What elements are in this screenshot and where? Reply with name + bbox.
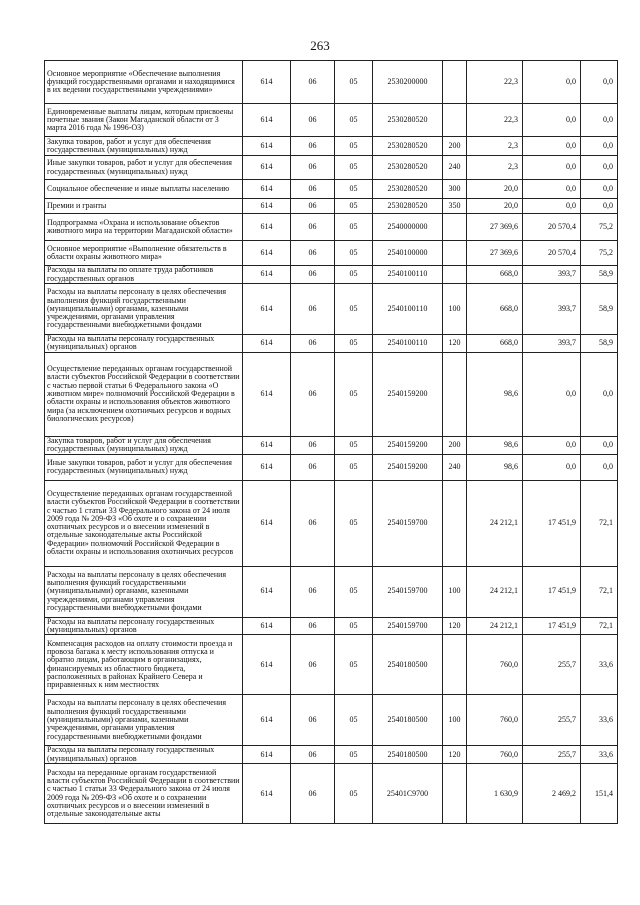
razdel-cell: 06 — [291, 335, 335, 353]
vr-cell: 240 — [443, 156, 467, 180]
vr-cell — [443, 214, 467, 241]
vedomstvo-cell: 614 — [243, 61, 291, 104]
podrazdel-cell: 05 — [335, 266, 373, 284]
csr-cell: 2540100110 — [373, 284, 443, 335]
percent-cell: 72,1 — [581, 617, 618, 635]
planned-sum-cell: 760,0 — [467, 746, 523, 764]
actual-sum-cell: 255,7 — [523, 695, 581, 746]
table-row — [45, 137, 618, 156]
percent-cell: 0,0 — [581, 180, 618, 199]
row-name: Основное мероприятие «Обеспечение выполнения функций государственными органами и находящимися в их ведении государственными учреждениями» — [45, 61, 243, 104]
podrazdel-cell: 05 — [335, 695, 373, 746]
csr-cell: 2530280520 — [373, 104, 443, 137]
table-row — [45, 284, 618, 335]
planned-sum-cell: 20,0 — [467, 180, 523, 199]
csr-cell: 2540159700 — [373, 566, 443, 617]
table-row — [45, 61, 618, 104]
vedomstvo-cell: 614 — [243, 214, 291, 241]
vr-cell — [443, 104, 467, 137]
row-name: Подпрограмма «Охрана и использование объектов животного мира на территории Магаданской области» — [45, 214, 243, 241]
planned-sum-cell: 27 369,6 — [467, 214, 523, 241]
planned-sum-cell: 668,0 — [467, 284, 523, 335]
vedomstvo-cell: 614 — [243, 695, 291, 746]
razdel-cell: 06 — [291, 284, 335, 335]
actual-sum-cell: 2 469,2 — [523, 764, 581, 824]
row-name: Расходы на выплаты персоналу государственных (муниципальных) органов — [45, 335, 243, 353]
vedomstvo-cell: 614 — [243, 104, 291, 137]
budget-table — [44, 60, 618, 824]
razdel-cell: 06 — [291, 436, 335, 454]
vr-cell: 300 — [443, 180, 467, 199]
percent-cell: 0,0 — [581, 436, 618, 454]
table-row — [45, 746, 618, 764]
planned-sum-cell: 2,3 — [467, 137, 523, 156]
vedomstvo-cell: 614 — [243, 241, 291, 266]
vedomstvo-cell: 614 — [243, 480, 291, 566]
percent-cell: 75,2 — [581, 241, 618, 266]
percent-cell: 58,9 — [581, 335, 618, 353]
podrazdel-cell: 05 — [335, 156, 373, 180]
actual-sum-cell: 17 451,9 — [523, 566, 581, 617]
csr-cell: 2540159700 — [373, 617, 443, 635]
razdel-cell: 06 — [291, 352, 335, 436]
vr-cell: 200 — [443, 137, 467, 156]
csr-cell: 2530280520 — [373, 156, 443, 180]
actual-sum-cell: 0,0 — [523, 156, 581, 180]
actual-sum-cell: 17 451,9 — [523, 617, 581, 635]
vedomstvo-cell: 614 — [243, 266, 291, 284]
percent-cell: 0,0 — [581, 156, 618, 180]
planned-sum-cell: 24 212,1 — [467, 480, 523, 566]
razdel-cell: 06 — [291, 695, 335, 746]
actual-sum-cell: 0,0 — [523, 454, 581, 480]
planned-sum-cell: 24 212,1 — [467, 617, 523, 635]
actual-sum-cell: 393,7 — [523, 266, 581, 284]
csr-cell: 2540180500 — [373, 695, 443, 746]
podrazdel-cell: 05 — [335, 284, 373, 335]
planned-sum-cell: 22,3 — [467, 61, 523, 104]
csr-cell: 2530280520 — [373, 180, 443, 199]
vr-cell: 120 — [443, 746, 467, 764]
csr-cell: 2540000000 — [373, 214, 443, 241]
table-row — [45, 104, 618, 137]
actual-sum-cell: 17 451,9 — [523, 480, 581, 566]
table-row — [45, 454, 618, 480]
podrazdel-cell: 05 — [335, 241, 373, 266]
vr-cell: 350 — [443, 199, 467, 214]
csr-cell: 2540180500 — [373, 746, 443, 764]
vedomstvo-cell: 614 — [243, 436, 291, 454]
percent-cell: 33,6 — [581, 635, 618, 695]
csr-cell: 2540159200 — [373, 352, 443, 436]
razdel-cell: 06 — [291, 764, 335, 824]
actual-sum-cell: 255,7 — [523, 746, 581, 764]
vr-cell — [443, 764, 467, 824]
vedomstvo-cell: 614 — [243, 352, 291, 436]
podrazdel-cell: 05 — [335, 104, 373, 137]
table-row — [45, 180, 618, 199]
actual-sum-cell: 0,0 — [523, 436, 581, 454]
planned-sum-cell: 668,0 — [467, 266, 523, 284]
actual-sum-cell: 393,7 — [523, 284, 581, 335]
actual-sum-cell: 0,0 — [523, 199, 581, 214]
percent-cell: 58,9 — [581, 284, 618, 335]
csr-cell: 2540100110 — [373, 335, 443, 353]
csr-cell: 2540100110 — [373, 266, 443, 284]
csr-cell: 2530280520 — [373, 137, 443, 156]
vr-cell: 100 — [443, 695, 467, 746]
row-name: Расходы на выплаты персоналу в целях обеспечения выполнения функций государственными (муниципальными) органами, казенными учреждениями, органами управления государственными внебюджетными фондами — [45, 284, 243, 335]
vedomstvo-cell: 614 — [243, 335, 291, 353]
csr-cell: 2530200000 — [373, 61, 443, 104]
vedomstvo-cell: 614 — [243, 137, 291, 156]
vedomstvo-cell: 614 — [243, 180, 291, 199]
row-name: Расходы на выплаты персоналу государственных (муниципальных) органов — [45, 617, 243, 635]
planned-sum-cell: 2,3 — [467, 156, 523, 180]
vedomstvo-cell: 614 — [243, 764, 291, 824]
planned-sum-cell: 760,0 — [467, 635, 523, 695]
razdel-cell: 06 — [291, 566, 335, 617]
row-name: Закупка товаров, работ и услуг для обеспечения государственных (муниципальных) нужд — [45, 436, 243, 454]
actual-sum-cell: 20 570,4 — [523, 241, 581, 266]
podrazdel-cell: 05 — [335, 214, 373, 241]
table-row — [45, 352, 618, 436]
vr-cell: 200 — [443, 436, 467, 454]
row-name: Расходы на переданные органам государственной власти субъектов Российской Федерации в соответствии с частью 1 статьи 33 Федерального закона от 24 июля 2009 года № 209-ФЗ «Об охоте и о сохранении охотничьих ресурсов и о внесении изменений в отдельные законодательные акты — [45, 764, 243, 824]
row-name: Расходы на выплаты персоналу в целях обеспечения выполнения функций государственными (муниципальными) органами, казенными учреждениями, органами управления государственными внебюджетными фондами — [45, 566, 243, 617]
percent-cell: 58,9 — [581, 266, 618, 284]
vedomstvo-cell: 614 — [243, 617, 291, 635]
vr-cell — [443, 352, 467, 436]
percent-cell: 0,0 — [581, 454, 618, 480]
razdel-cell: 06 — [291, 214, 335, 241]
row-name: Расходы на выплаты персоналу в целях обеспечения выполнения функций государственными (муниципальными) органами, казенными учреждениями, органами управления государственными внебюджетными фондами — [45, 695, 243, 746]
table-row — [45, 617, 618, 635]
planned-sum-cell: 98,6 — [467, 454, 523, 480]
vr-cell — [443, 266, 467, 284]
razdel-cell: 06 — [291, 746, 335, 764]
percent-cell: 33,6 — [581, 746, 618, 764]
table-row — [45, 266, 618, 284]
row-name: Единовременные выплаты лицам, которым присвоены почетные звания (Закон Магаданской области от 3 марта 2016 года № 1996-ОЗ) — [45, 104, 243, 137]
csr-cell: 2540159200 — [373, 454, 443, 480]
podrazdel-cell: 05 — [335, 480, 373, 566]
vr-cell — [443, 241, 467, 266]
podrazdel-cell: 05 — [335, 436, 373, 454]
planned-sum-cell: 98,6 — [467, 436, 523, 454]
percent-cell: 72,1 — [581, 480, 618, 566]
planned-sum-cell: 98,6 — [467, 352, 523, 436]
table-row — [45, 695, 618, 746]
row-name: Осуществление переданных органам государственной власти субъектов Российской Федерации в соответствии с частью первой статьи 6 Федерального закона «О животном мире» полномочий Российской Федерации в области охраны и использования объектов животного мира (за исключением охотничьих ресурсов и водных биологических ресурсов) — [45, 352, 243, 436]
podrazdel-cell: 05 — [335, 635, 373, 695]
planned-sum-cell: 20,0 — [467, 199, 523, 214]
percent-cell: 0,0 — [581, 61, 618, 104]
vr-cell — [443, 635, 467, 695]
table-row — [45, 764, 618, 824]
percent-cell: 72,1 — [581, 566, 618, 617]
csr-cell: 2540180500 — [373, 635, 443, 695]
razdel-cell: 06 — [291, 480, 335, 566]
percent-cell: 0,0 — [581, 104, 618, 137]
vr-cell: 120 — [443, 335, 467, 353]
row-name: Иные закупки товаров, работ и услуг для обеспечения государственных (муниципальных) нужд — [45, 156, 243, 180]
razdel-cell: 06 — [291, 454, 335, 480]
actual-sum-cell: 0,0 — [523, 137, 581, 156]
row-name: Расходы на выплаты персоналу государственных (муниципальных) органов — [45, 746, 243, 764]
razdel-cell: 06 — [291, 199, 335, 214]
table-row — [45, 241, 618, 266]
table-row — [45, 214, 618, 241]
razdel-cell: 06 — [291, 104, 335, 137]
planned-sum-cell: 760,0 — [467, 695, 523, 746]
podrazdel-cell: 05 — [335, 746, 373, 764]
row-name: Премии и гранты — [45, 199, 243, 214]
table-row — [45, 635, 618, 695]
podrazdel-cell: 05 — [335, 335, 373, 353]
table-row — [45, 335, 618, 353]
table-row — [45, 199, 618, 214]
row-name: Основное мероприятие «Выполнение обязательств в области охраны животного мира» — [45, 241, 243, 266]
page-number: 263 — [310, 38, 330, 53]
vr-cell — [443, 61, 467, 104]
actual-sum-cell: 0,0 — [523, 180, 581, 199]
planned-sum-cell: 24 212,1 — [467, 566, 523, 617]
podrazdel-cell: 05 — [335, 617, 373, 635]
planned-sum-cell: 27 369,6 — [467, 241, 523, 266]
actual-sum-cell: 20 570,4 — [523, 214, 581, 241]
razdel-cell: 06 — [291, 156, 335, 180]
row-name: Закупка товаров, работ и услуг для обеспечения государственных (муниципальных) нужд — [45, 137, 243, 156]
razdel-cell: 06 — [291, 617, 335, 635]
percent-cell: 0,0 — [581, 199, 618, 214]
vedomstvo-cell: 614 — [243, 156, 291, 180]
vedomstvo-cell: 614 — [243, 635, 291, 695]
percent-cell: 0,0 — [581, 352, 618, 436]
csr-cell: 2530280520 — [373, 199, 443, 214]
vedomstvo-cell: 614 — [243, 284, 291, 335]
table-row — [45, 436, 618, 454]
vr-cell: 100 — [443, 566, 467, 617]
razdel-cell: 06 — [291, 266, 335, 284]
actual-sum-cell: 255,7 — [523, 635, 581, 695]
razdel-cell: 06 — [291, 61, 335, 104]
vedomstvo-cell: 614 — [243, 454, 291, 480]
row-name: Социальное обеспечение и иные выплаты населению — [45, 180, 243, 199]
percent-cell: 0,0 — [581, 137, 618, 156]
podrazdel-cell: 05 — [335, 137, 373, 156]
planned-sum-cell: 668,0 — [467, 335, 523, 353]
vedomstvo-cell: 614 — [243, 199, 291, 214]
actual-sum-cell: 0,0 — [523, 61, 581, 104]
podrazdel-cell: 05 — [335, 352, 373, 436]
razdel-cell: 06 — [291, 180, 335, 199]
podrazdel-cell: 05 — [335, 566, 373, 617]
actual-sum-cell: 0,0 — [523, 104, 581, 137]
podrazdel-cell: 05 — [335, 764, 373, 824]
row-name: Иные закупки товаров, работ и услуг для обеспечения государственных (муниципальных) нужд — [45, 454, 243, 480]
csr-cell: 2540100000 — [373, 241, 443, 266]
podrazdel-cell: 05 — [335, 454, 373, 480]
csr-cell: 25401С9700 — [373, 764, 443, 824]
planned-sum-cell: 1 630,9 — [467, 764, 523, 824]
csr-cell: 2540159200 — [373, 436, 443, 454]
table-row — [45, 566, 618, 617]
planned-sum-cell: 22,3 — [467, 104, 523, 137]
razdel-cell: 06 — [291, 137, 335, 156]
percent-cell: 151,4 — [581, 764, 618, 824]
razdel-cell: 06 — [291, 635, 335, 695]
row-name: Расходы на выплаты по оплате труда работников государственных органов — [45, 266, 243, 284]
vedomstvo-cell: 614 — [243, 746, 291, 764]
razdel-cell: 06 — [291, 241, 335, 266]
podrazdel-cell: 05 — [335, 61, 373, 104]
actual-sum-cell: 393,7 — [523, 335, 581, 353]
percent-cell: 75,2 — [581, 214, 618, 241]
vedomstvo-cell: 614 — [243, 566, 291, 617]
actual-sum-cell: 0,0 — [523, 352, 581, 436]
podrazdel-cell: 05 — [335, 180, 373, 199]
csr-cell: 2540159700 — [373, 480, 443, 566]
row-name: Компенсация расходов на оплату стоимости проезда и провоза багажа к месту использования отпуска и обратно лицам, работающим в организациях, финансируемых из областного бюджета, расположенных в районах Крайнего Севера и приравненных к ним местностях — [45, 635, 243, 695]
vr-cell — [443, 480, 467, 566]
percent-cell: 33,6 — [581, 695, 618, 746]
vr-cell: 120 — [443, 617, 467, 635]
podrazdel-cell: 05 — [335, 199, 373, 214]
row-name: Осуществление переданных органам государственной власти субъектов Российской Федерации в соответствии с частью 1 статьи 33 Федерального закона от 24 июля 2009 года № 209-ФЗ «Об охоте и о сохранении охотничьих ресурсов и о внесении изменений в отдельные законодательные акты Российской Федерации» полномочий Российской Федерации в области охраны и использования охотничьих ресурсов — [45, 480, 243, 566]
vr-cell: 100 — [443, 284, 467, 335]
table-row — [45, 480, 618, 566]
table-row — [45, 156, 618, 180]
vr-cell: 240 — [443, 454, 467, 480]
